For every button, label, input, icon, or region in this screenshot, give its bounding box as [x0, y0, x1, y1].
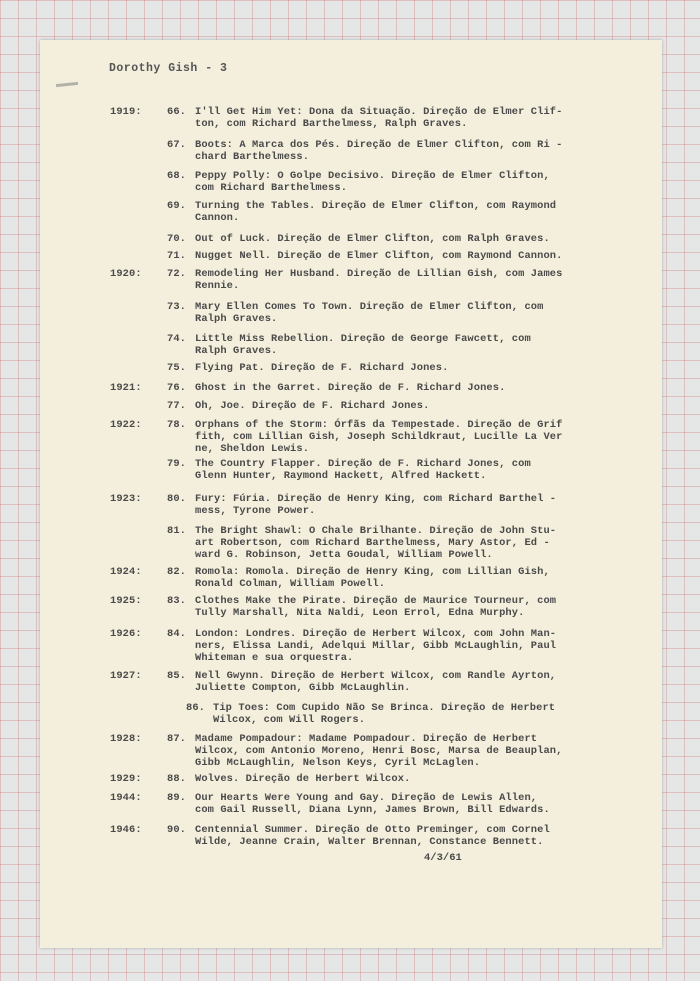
- entry-number: 78.: [167, 419, 187, 431]
- entry-line: Oh, Joe. Direção de F. Richard Jones.: [195, 400, 430, 412]
- entry-number: 87.: [167, 733, 187, 745]
- entry-line: Juliette Compton, Gibb McLaughlin.: [195, 682, 411, 694]
- entry-text: [195, 362, 635, 374]
- entry-line: Whiteman e sua orquestra.: [195, 652, 354, 664]
- entry-line: London: Londres. Direção de Herbert Wilcox, com John Man-: [195, 628, 557, 640]
- entry-number: 76.: [167, 382, 187, 394]
- entry-line: Our Hearts Were Young and Gay. Direção de Lewis Allen,: [195, 792, 538, 804]
- entry-line: Fury: Fúria. Direção de Henry King, com Richard Barthel -: [195, 493, 557, 505]
- entry-number: 71.: [167, 250, 187, 262]
- entry-text: [195, 419, 635, 455]
- entry-year: 1920:: [110, 268, 142, 280]
- entry-text: [195, 400, 635, 412]
- entry-year: 1924:: [110, 566, 142, 578]
- entry-line: Flying Pat. Direção de F. Richard Jones.: [195, 362, 449, 374]
- entry-text: [195, 250, 635, 262]
- entry-text: [195, 773, 635, 785]
- entry-year: 1919:: [110, 106, 142, 118]
- entry-line: Wolves. Direção de Herbert Wilcox.: [195, 773, 411, 785]
- entry-line: Clothes Make the Pirate. Direção de Maurice Tourneur, com: [195, 595, 557, 607]
- entry-text: [195, 595, 635, 619]
- entry-text: [195, 824, 635, 848]
- entry-line: Madame Pompadour: Madame Pompadour. Direção de Herbert: [195, 733, 538, 745]
- entry-text: [195, 333, 635, 357]
- entry-line: Romola: Romola. Direção de Henry King, com Lillian Gish,: [195, 566, 550, 578]
- entry-line: Rennie.: [195, 280, 240, 292]
- entry-line: Gibb McLaughlin, Nelson Keys, Cyril McLaglen.: [195, 757, 481, 769]
- page-title: Dorothy Gish - 3: [109, 62, 228, 75]
- entry-number: 66.: [167, 106, 187, 118]
- entry-year: 1923:: [110, 493, 142, 505]
- entry-line: The Bright Shawl: O Chale Brilhante. Direção de John Stu-: [195, 525, 557, 537]
- entry-text: [195, 268, 635, 292]
- entry-year: 1927:: [110, 670, 142, 682]
- entry-number: 69.: [167, 200, 187, 212]
- entry-year: 1922:: [110, 419, 142, 431]
- entry-number: 73.: [167, 301, 187, 313]
- entry-line: Turning the Tables. Direção de Elmer Clifton, com Raymond: [195, 200, 557, 212]
- entry-line: mess, Tyrone Power.: [195, 505, 316, 517]
- entry-number: 74.: [167, 333, 187, 345]
- entry-line: Nugget Nell. Direção de Elmer Clifton, com Raymond Cannon.: [195, 250, 563, 262]
- entry-year: 1929:: [110, 773, 142, 785]
- entry-text: [195, 792, 635, 816]
- entry-line: fith, com Lillian Gish, Joseph Schildkraut, Lucille La Ver: [195, 431, 563, 443]
- entry-line: Ronald Colman, William Powell.: [195, 578, 386, 590]
- entry-line: Peppy Polly: O Golpe Decisivo. Direção de Elmer Clifton,: [195, 170, 550, 182]
- entry-number: 81.: [167, 525, 187, 537]
- entry-text: [195, 670, 635, 694]
- entry-line: Wilde, Jeanne Crain, Walter Brennan, Constance Bennett.: [195, 836, 544, 848]
- entry-year: 1926:: [110, 628, 142, 640]
- entry-line: Ghost in the Garret. Direção de F. Richard Jones.: [195, 382, 506, 394]
- entry-line: Little Miss Rebellion. Direção de George Fawcett, com: [195, 333, 531, 345]
- entry-line: Tully Marshall, Nita Naldi, Leon Errol, Edna Murphy.: [195, 607, 525, 619]
- entry-line: art Robertson, com Richard Barthelmess, Mary Astor, Ed -: [195, 537, 550, 549]
- entry-text: [195, 458, 635, 482]
- entry-line: ners, Elissa Landi, Adelqui Millar, Gibb McLaughlin, Paul: [195, 640, 557, 652]
- entry-number: 88.: [167, 773, 187, 785]
- entry-line: Orphans of the Storm: Órfãs da Tempestade. Direção de Grif: [195, 419, 563, 431]
- entry-line: Tip Toes: Com Cupido Não Se Brinca. Direção de Herbert: [213, 702, 556, 714]
- entry-number: 79.: [167, 458, 187, 470]
- entry-number: 84.: [167, 628, 187, 640]
- document-page: [40, 40, 662, 948]
- entry-line: Out of Luck. Direção de Elmer Clifton, com Ralph Graves.: [195, 233, 550, 245]
- entry-year: 1921:: [110, 382, 142, 394]
- entry-text: [195, 382, 635, 394]
- entry-line: ward G. Robinson, Jetta Goudal, William Powell.: [195, 549, 493, 561]
- entry-line: Ralph Graves.: [195, 313, 278, 325]
- entry-text: [195, 170, 635, 194]
- entry-number: 70.: [167, 233, 187, 245]
- entry-line: Wilcox, com Will Rogers.: [213, 714, 366, 726]
- entry-line: ne, Sheldon Lewis.: [195, 443, 310, 455]
- entry-line: I'll Get Him Yet: Dona da Situação. Direção de Elmer Clif-: [195, 106, 563, 118]
- entry-line: ton, com Richard Barthelmess, Ralph Graves.: [195, 118, 468, 130]
- entry-line: com Richard Barthelmess.: [195, 182, 348, 194]
- entry-text: [195, 139, 635, 163]
- entry-line: Centennial Summer. Direção de Otto Preminger, com Cornel: [195, 824, 550, 836]
- entry-line: Wilcox, com Antonio Moreno, Henri Bosc, Marsa de Beauplan,: [195, 745, 563, 757]
- entry-line: Boots: A Marca dos Pés. Direção de Elmer Clifton, com Ri -: [195, 139, 563, 151]
- entry-line: com Gail Russell, Diana Lynn, James Brown, Bill Edwards.: [195, 804, 550, 816]
- entry-text: [195, 301, 635, 325]
- entry-line: Mary Ellen Comes To Town. Direção de Elmer Clifton, com: [195, 301, 544, 313]
- entry-number: 75.: [167, 362, 187, 374]
- entry-year: 1925:: [110, 595, 142, 607]
- entry-number: 80.: [167, 493, 187, 505]
- entry-line: chard Barthelmess.: [195, 151, 310, 163]
- entry-number: 68.: [167, 170, 187, 182]
- document-date: 4/3/61: [424, 852, 462, 864]
- entry-year: 1944:: [110, 792, 142, 804]
- entry-text: [195, 733, 635, 769]
- entry-text: [195, 628, 635, 664]
- pencil-mark: [56, 82, 78, 87]
- entry-number: 85.: [167, 670, 187, 682]
- entry-text: [195, 200, 635, 224]
- entry-line: Glenn Hunter, Raymond Hackett, Alfred Hackett.: [195, 470, 487, 482]
- entry-year: 1946:: [110, 824, 142, 836]
- entry-number: 82.: [167, 566, 187, 578]
- entry-text: [195, 525, 635, 561]
- entry-text: [195, 233, 635, 245]
- entry-text: [213, 702, 653, 726]
- entry-year: 1928:: [110, 733, 142, 745]
- entry-text: [195, 106, 635, 130]
- entry-text: [195, 566, 635, 590]
- entry-number: 83.: [167, 595, 187, 607]
- entry-number: 90.: [167, 824, 187, 836]
- entry-line: The Country Flapper. Direção de F. Richard Jones, com: [195, 458, 531, 470]
- entry-line: Ralph Graves.: [195, 345, 278, 357]
- entry-line: Nell Gwynn. Direção de Herbert Wilcox, com Randle Ayrton,: [195, 670, 557, 682]
- entry-number: 72.: [167, 268, 187, 280]
- entry-line: Remodeling Her Husband. Direção de Lillian Gish, com James: [195, 268, 563, 280]
- entry-number: 89.: [167, 792, 187, 804]
- entry-number: 86.: [186, 702, 206, 714]
- entry-line: Cannon.: [195, 212, 240, 224]
- entry-number: 77.: [167, 400, 187, 412]
- entry-text: [195, 493, 635, 517]
- entry-number: 67.: [167, 139, 187, 151]
